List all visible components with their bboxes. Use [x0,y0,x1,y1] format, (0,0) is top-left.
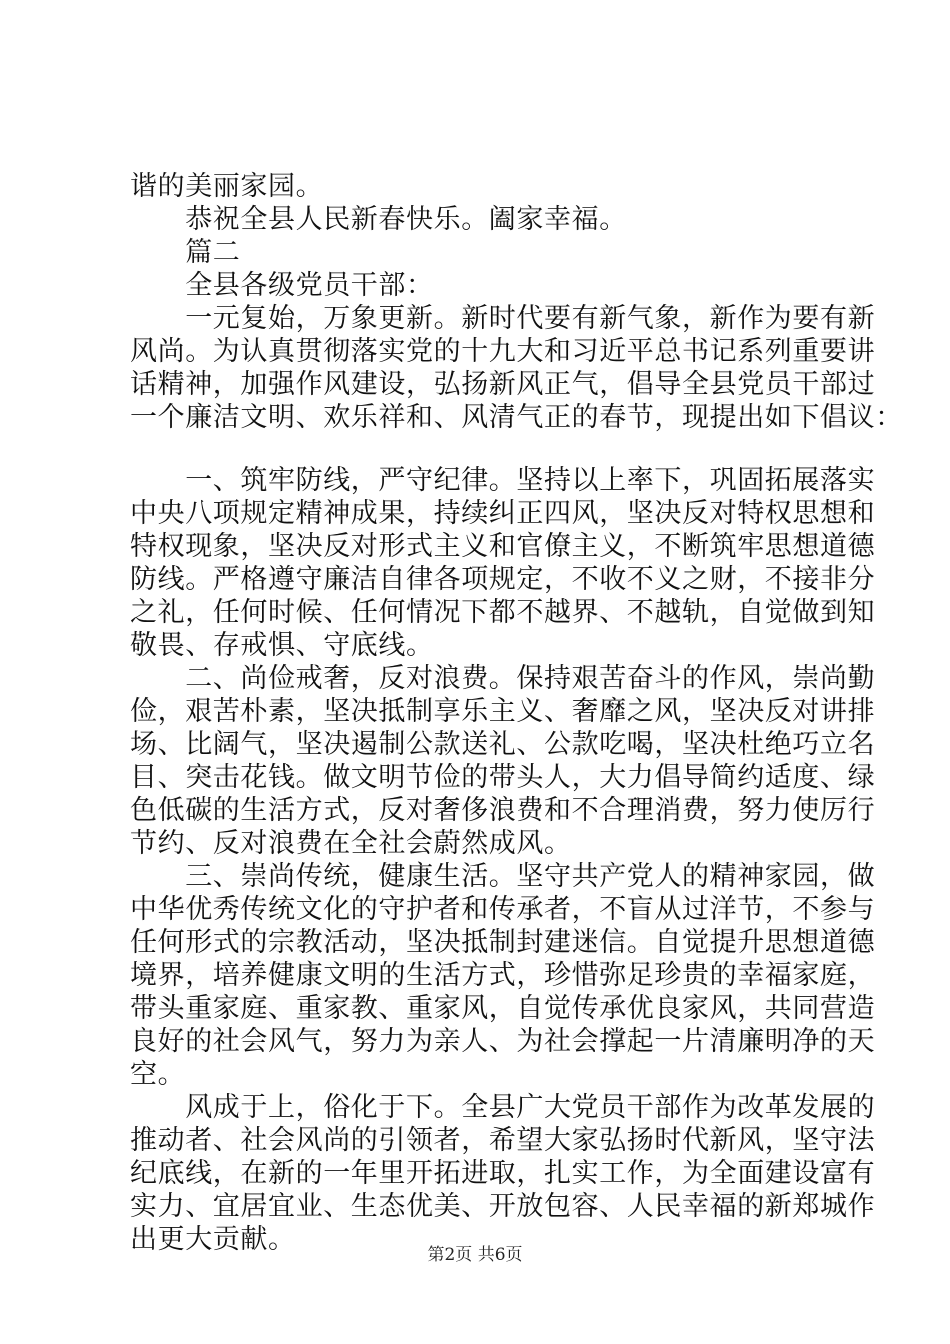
text-line: 恭祝全县人民新春快乐。阖家幸福。 [130,204,627,235]
text-line: 之礼，任何时候、任何情况下都不越界、不越轨，自觉做到知 [130,597,876,628]
text-line: 一元复始，万象更新。新时代要有新气象，新作为要有新 [130,303,876,334]
text-line: 俭，艰苦朴素，坚决抵制享乐主义、奢靡之风，坚决反对讲排 [130,696,876,727]
text-line: 实力、宜居宜业、生态优美、开放包容、人民幸福的新郑城作 [130,1191,876,1222]
document-body [130,170,903,1256]
intro-block [130,170,903,434]
text-line: 一、筑牢防线，严守纪律。坚持以上率下，巩固拓展落实 [130,465,876,496]
text-line: 场、比阔气，坚决遏制公款送礼、公款吃喝，坚决杜绝巧立名 [130,729,876,760]
text-line: 良好的社会风气，努力为亲人、为社会撑起一片清廉明净的天 [130,1026,876,1057]
text-line: 带头重家庭、重家教、重家风，自觉传承优良家风，共同营造 [130,993,876,1024]
text-line: 出更大贡献。 [130,1224,296,1255]
text-line: 篇二 [130,237,241,268]
text-line: 特权现象，坚决反对形式主义和官僚主义，不断筑牢思想道德 [130,531,876,562]
text-line: 境界，培养健康文明的生活方式，珍惜弥足珍贵的幸福家庭， [130,960,876,991]
text-line: 一个廉洁文明、欢乐祥和、风清气正的春节，现提出如下倡议： [130,402,903,433]
text-line: 中华优秀传统文化的守护者和传承者，不盲从过洋节，不参与 [130,894,876,925]
text-line: 推动者、社会风尚的引领者，希望大家弘扬时代新风，坚守法 [130,1125,876,1156]
text-line: 目、突击花钱。做文明节俭的带头人，大力倡导简约适度、绿 [130,762,876,793]
text-line: 中央八项规定精神成果，持续纠正四风，坚决反对特权思想和 [130,498,876,529]
text-line: 任何形式的宗教活动，坚决抵制封建迷信。自觉提升思想道德 [130,927,876,958]
text-line: 空。 [130,1059,186,1090]
text-line: 风成于上，俗化于下。全县广大党员干部作为改革发展的 [130,1092,876,1123]
text-line: 全县各级党员干部： [130,270,434,301]
text-line: 色低碳的生活方式，反对奢侈浪费和不合理消费，努力使厉行 [130,795,876,826]
text-line: 敬畏、存戒惧、守底线。 [130,630,434,661]
text-line: 谐的美丽家园。 [130,171,324,202]
page-footer: 第2页 共6页 [427,1245,523,1265]
text-line: 三、崇尚传统，健康生活。坚守共产党人的精神家园，做 [130,861,876,892]
text-line: 二、尚俭戒奢，反对浪费。保持艰苦奋斗的作风，崇尚勤 [130,663,876,694]
proposals-block [130,464,876,1256]
text-line: 纪底线，在新的一年里开拓进取，扎实工作，为全面建设富有 [130,1158,876,1189]
text-line: 话精神，加强作风建设，弘扬新风正气，倡导全县党员干部过 [130,369,876,400]
paragraph-gap [130,434,830,464]
text-line: 风尚。为认真贯彻落实党的十九大和习近平总书记系列重要讲 [130,336,876,367]
text-line: 防线。严格遵守廉洁自律各项规定，不收不义之财，不接非分 [130,564,876,595]
text-line: 节约、反对浪费在全社会蔚然成风。 [130,828,572,859]
